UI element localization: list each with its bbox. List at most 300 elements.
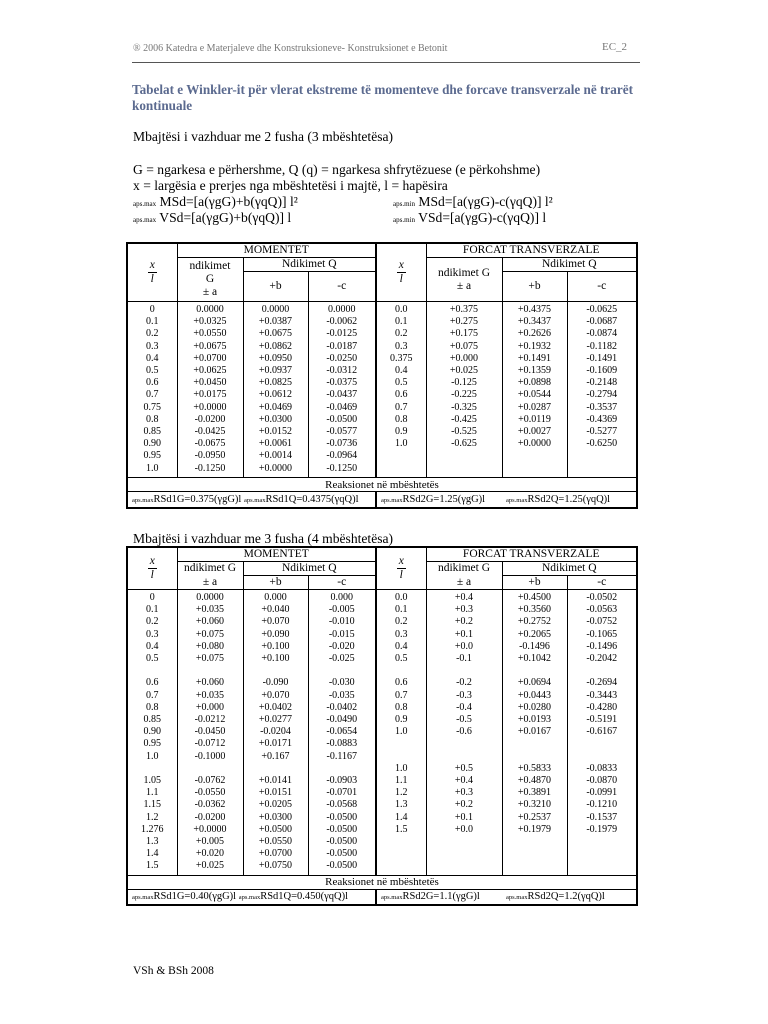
reaction-r2q: RSd2Q=1.2(γqQ)l [527, 891, 605, 903]
table-cell: +0.040 [261, 604, 290, 616]
table-cell: +0.005 [195, 836, 225, 848]
table-cell: -0.0500 [326, 860, 358, 872]
table-cell: 0.1 [395, 604, 408, 616]
table-cell: +0.0825 [258, 377, 293, 389]
table-cell: +0.4 [454, 775, 474, 787]
table-cell: +0.3 [454, 787, 474, 799]
table-cell: -0.0675 [194, 438, 226, 450]
table-cell: 0.5 [395, 653, 408, 665]
table-cell: -0.020 [328, 640, 355, 652]
table-cell: -0.030 [328, 677, 355, 689]
table-cell: 1.0 [146, 750, 159, 762]
x-label: x [149, 259, 155, 271]
ndikimet-q-header-v: Ndikimet Q [502, 562, 637, 576]
table-cell: 0.8 [395, 701, 408, 713]
table-cell: 0.0 [395, 592, 408, 603]
table-cell: +0.2065 [517, 628, 552, 640]
formula-prefix: aps.min [393, 200, 415, 208]
table-cell: +0.075 [195, 628, 225, 640]
table-cell: -0.325 [451, 401, 477, 413]
table-cell: -0.0375 [326, 377, 358, 389]
table-cell: 1.2 [146, 811, 159, 823]
table-cell: 0.75 [143, 401, 161, 413]
table-cell: +0.0937 [258, 365, 293, 377]
table-cell: -0.1 [456, 653, 472, 665]
table-cell: 0.7 [146, 389, 159, 401]
table-cell: -0.0490 [326, 714, 358, 726]
table-cell: 1.5 [146, 860, 159, 872]
table-cell: 0.90 [143, 726, 161, 738]
reaction-r2q: RSd2Q=1.25(γqQ)l [527, 493, 611, 505]
table-cell: -0.0550 [194, 787, 226, 799]
table-cell: -0.0500 [326, 811, 358, 823]
table-cell: +0.1491 [517, 352, 552, 364]
table-cell: -0.1609 [586, 365, 618, 377]
table-cell: +0.0500 [258, 823, 293, 835]
table-cell: +0.0700 [258, 848, 293, 860]
table-cell: +0.175 [449, 328, 479, 340]
formula-msd-min [393, 194, 553, 210]
table-cell: -0.0425 [194, 426, 226, 438]
table-cell: 0.6 [395, 677, 408, 689]
table-cell [377, 665, 426, 677]
table-cell [128, 763, 177, 775]
table-cell: -0.0903 [326, 775, 358, 787]
table-cell: -0.125 [451, 377, 477, 389]
table-cell: 0.2 [395, 328, 408, 340]
table-cell: +0.0550 [258, 836, 293, 848]
table-cell [244, 665, 308, 677]
table-cell: -0.5191 [586, 714, 618, 726]
table-cell: 0.1 [146, 316, 159, 328]
pm-a-label: ± a [456, 279, 472, 292]
table-cell: -0.1250 [326, 462, 358, 474]
table-cell: 1.15 [143, 799, 161, 811]
table-cell: 0.1 [146, 604, 159, 616]
table-cell: 0.3 [395, 340, 408, 352]
table-cell: -0.1491 [586, 352, 618, 364]
reaction-prefix: aps.max [132, 894, 154, 902]
table-cell: -0.0762 [194, 775, 226, 787]
table-cell: -0.2 [456, 677, 472, 689]
table-cell: 0.90 [143, 438, 161, 450]
table-cell: +0.020 [195, 848, 225, 860]
page-footer: VSh & BSh 2008 [133, 965, 214, 977]
table-cell: 0.3 [146, 340, 159, 352]
table-cell [309, 665, 376, 677]
x-label: x [398, 259, 404, 271]
table-cell: +0.0675 [193, 340, 227, 352]
table-cell: +0.1 [454, 811, 474, 823]
table-cell: 1.3 [146, 836, 159, 848]
reaction-r1q: RSd1Q=0.450(γqQ)l [260, 891, 349, 903]
table-cell: +0.100 [261, 653, 290, 665]
table-cell: -0.4 [456, 701, 472, 713]
table-cell: +0.0675 [258, 328, 293, 340]
table-cell: +0.025 [449, 365, 479, 377]
reactions-right [502, 889, 637, 905]
table-cell: +0.0402 [258, 701, 293, 713]
table-cell: +0.4375 [517, 304, 552, 315]
table-cell: 1.1 [146, 787, 159, 799]
table-cell: +0.1979 [517, 823, 552, 835]
table-cell: +0.000 [449, 352, 479, 364]
table-cell: 0.0000 [196, 304, 224, 315]
table-cell: +0.080 [195, 640, 225, 652]
table-cell: -0.1210 [586, 799, 618, 811]
ndikimet-q-header-v: Ndikimet Q [502, 258, 637, 272]
b-header: +b [243, 272, 308, 302]
table-cell: 0.0 [395, 304, 408, 315]
table-cell: -0.1250 [194, 462, 226, 474]
table-cell: +0.0000 [258, 462, 293, 474]
table-cell: +0.1359 [517, 365, 552, 377]
table-cell: +0.167 [261, 750, 290, 762]
table-cell: 0.95 [143, 450, 161, 462]
table-cell: 0.0000 [196, 592, 224, 603]
table-cell: +0.4870 [517, 775, 552, 787]
winkler-table-2-spans [126, 242, 638, 509]
table-cell: 0.000 [330, 592, 353, 603]
table-cell [503, 665, 567, 677]
col-v-c [567, 590, 637, 876]
table-cell: -0.1496 [586, 640, 618, 652]
l-label: l [150, 273, 154, 285]
definition-line1: G = ngarkesa e përhershme, Q (q) = ngarkesa shfrytëzuese (e përkohshme) [133, 162, 541, 177]
table-cell [178, 763, 243, 775]
table-cell: -0.1000 [194, 750, 226, 762]
table-cell: -0.4369 [586, 413, 618, 425]
table-cell: -0.4280 [586, 701, 618, 713]
table-cell: +0.0625 [193, 365, 227, 377]
table-cell [568, 665, 637, 677]
table-cell [377, 738, 426, 750]
formula-prefix: aps.max [133, 216, 157, 224]
table-cell: 0.6 [146, 377, 159, 389]
table-cell: +0.0205 [258, 799, 293, 811]
table-cell: 0.85 [143, 714, 161, 726]
table-cell: +0.0280 [517, 701, 552, 713]
reactions-mid [376, 889, 502, 905]
table-cell: 0.7 [146, 689, 159, 701]
definition-line2: x = largësia e prerjes nga mbështetësi i majtë, l = hapësira [133, 178, 448, 193]
c-header: -c [308, 576, 376, 590]
table-cell: +0.075 [449, 340, 479, 352]
reaction-r1g: RSd1G=0.375(γgG)l [153, 493, 242, 505]
table-cell: 0.8 [146, 413, 159, 425]
table-cell: 0 [149, 304, 155, 315]
formula-prefix: aps.max [133, 200, 157, 208]
table-cell: -0.0312 [326, 365, 358, 377]
pm-a-header-v: ± a [426, 576, 502, 590]
table-cell [568, 751, 637, 763]
table-cell: -0.0500 [326, 836, 358, 848]
table-cell: -0.225 [451, 389, 477, 401]
table-cell: -0.0712 [194, 738, 226, 750]
table-cell: -0.5277 [586, 426, 618, 438]
l-label: l [150, 569, 154, 581]
table-cell [309, 763, 376, 775]
table-cell: +0.1042 [517, 653, 552, 665]
table-cell: -0.0870 [586, 775, 618, 787]
table-cell: +0.0175 [193, 389, 227, 401]
formula-msd-max [133, 194, 298, 210]
table-cell: -0.0502 [586, 592, 618, 603]
formula-text: VSd=[a(γgG)-c(γqQ)] l [418, 210, 547, 225]
table-cell: +0.0750 [258, 860, 293, 872]
x-over-l-header-v [376, 547, 426, 590]
g-label: G [205, 273, 215, 285]
reaction-prefix: aps.max [238, 894, 261, 902]
table-cell: +0.0119 [518, 413, 551, 425]
reaction-prefix: aps.max [506, 894, 528, 902]
table-cell [503, 751, 567, 763]
table-cell: 0.8 [146, 701, 159, 713]
table-cell: -0.005 [328, 604, 355, 616]
table-cell: +0.1 [454, 628, 474, 640]
reactions-left [127, 492, 376, 508]
table-cell: +0.035 [195, 604, 225, 616]
table-cell: -0.0402 [326, 701, 358, 713]
formula-text: MSd=[a(γgG)-c(γqQ)] l² [418, 194, 553, 209]
table-cell: +0.0152 [258, 426, 293, 438]
table-cell: -0.0362 [194, 799, 226, 811]
table-cell: +0.035 [195, 689, 225, 701]
table-cell: +0.0469 [258, 401, 293, 413]
section2-heading: Mbajtësi i vazhduar me 3 fusha (4 mbështetësa) [133, 531, 394, 546]
table-cell: 0.1 [395, 316, 408, 328]
table-cell: -0.6167 [586, 726, 618, 738]
table-cell [427, 665, 502, 677]
x-over-l-header [127, 243, 177, 302]
reaction-r1g: RSd1G=0.40(γgG)l [153, 891, 237, 903]
table-cell: +0.0193 [517, 714, 552, 726]
table-cell: 1.1 [395, 775, 408, 787]
table-cell: +0.0862 [258, 340, 293, 352]
ndikimet-g-header-v: ndikimet G [426, 562, 502, 576]
table-cell: +0.0544 [517, 389, 552, 401]
table-cell: 0.4 [395, 640, 408, 652]
table-cell [427, 738, 502, 750]
table-cell: +0.060 [195, 677, 225, 689]
reaction-r1q: RSd1Q=0.4375(γqQ)l [265, 493, 359, 505]
table-cell: +0.0300 [258, 413, 293, 425]
table-cell: +0.2 [454, 616, 474, 628]
table-cell: -0.2148 [586, 377, 618, 389]
table-cell: +0.100 [261, 640, 290, 652]
forcat-header: FORCAT TRANSVERZALE [426, 547, 637, 562]
col-m-x [127, 590, 177, 876]
table-cell: -0.0687 [586, 316, 618, 328]
ndikimet-q-header: Ndikimet Q [243, 258, 376, 272]
table-cell: -0.425 [451, 413, 477, 425]
reactions-right [502, 492, 637, 508]
col-v-x [376, 590, 426, 876]
reaction-prefix: aps.max [506, 496, 528, 504]
reaction-prefix: aps.max [381, 496, 403, 504]
reactions-left [127, 889, 376, 905]
table-cell [377, 751, 426, 763]
table-cell: -0.0833 [586, 762, 618, 774]
l-label: l [399, 569, 403, 581]
table-cell: -0.0568 [326, 799, 358, 811]
table-cell: +0.0550 [193, 328, 227, 340]
table-cell: +0.0014 [258, 450, 293, 462]
c-header-v: -c [567, 272, 637, 302]
table-cell: -0.0500 [326, 848, 358, 860]
table-cell: 0.3 [146, 628, 159, 640]
table-cell: 1.0 [146, 462, 159, 474]
table-cell: -0.0437 [326, 389, 358, 401]
ndikimet-g-header [177, 258, 243, 302]
table-cell: +0.375 [449, 304, 479, 315]
table-cell: -0.0991 [586, 787, 618, 799]
pm-a-header: ± a [177, 576, 243, 590]
table-cell: +0.0700 [193, 352, 227, 364]
formula-vsd-max [133, 210, 291, 226]
col-m-x [127, 302, 177, 478]
table-cell: -0.0701 [326, 787, 358, 799]
table-cell: 1.0 [395, 762, 408, 774]
table-cell: -0.0500 [326, 823, 358, 835]
table-cell: -0.525 [451, 426, 477, 438]
table-cell: +0.070 [261, 689, 290, 701]
table-cell: +0.060 [195, 616, 225, 628]
table-cell: 1.0 [395, 438, 408, 450]
table-cell: 0.4 [146, 640, 159, 652]
col-v-c [567, 302, 637, 478]
table-cell: 1.276 [141, 823, 164, 835]
table-cell: 0.7 [395, 401, 408, 413]
c-header-v: -c [567, 576, 637, 590]
table-cell: -0.0450 [194, 726, 226, 738]
table-cell: +0.0171 [258, 738, 293, 750]
table-cell: -0.0883 [326, 738, 358, 750]
table-cell: +0.0061 [258, 438, 293, 450]
table-cell: 0.2 [395, 616, 408, 628]
table-cell: 0.000 [264, 592, 287, 603]
table-cell: -0.2694 [586, 677, 618, 689]
table-cell: +0.5 [454, 762, 474, 774]
table-cell: +0.0325 [193, 316, 227, 328]
table-cell: +0.0 [454, 823, 474, 835]
table-cell: -0.010 [328, 616, 355, 628]
table-cell: -0.0250 [326, 352, 358, 364]
table-cell: +0.0387 [258, 316, 293, 328]
reactions-header: Reaksionet në mbështetës [127, 875, 637, 889]
table-cell: 0.5 [146, 365, 159, 377]
table-cell: +0.4 [454, 592, 474, 603]
l-label: l [399, 273, 403, 285]
ndikimet-g-header-v [426, 258, 502, 302]
table-cell: +0.2626 [517, 328, 552, 340]
table-cell [178, 665, 243, 677]
reaction-prefix: aps.max [132, 496, 154, 504]
ndikimet-g-label: ndikimet G [437, 266, 491, 279]
table-cell: 0.7 [395, 689, 408, 701]
table-cell: 0.6 [146, 677, 159, 689]
table-cell: -0.0752 [586, 616, 618, 628]
table-cell: +0.070 [261, 616, 290, 628]
table-cell: -0.0200 [194, 811, 226, 823]
header-left: ® 2006 Katedra e Materjaleve dhe Konstruksioneve- Konstruksionet e Betonit [133, 43, 448, 54]
reaction-r2g: RSd2G=1.1(γgG)l [402, 891, 480, 903]
momentet-header: MOMENTET [177, 547, 376, 562]
table-cell: +0.025 [195, 860, 225, 872]
forcat-header: FORCAT TRANSVERZALE [426, 243, 637, 258]
col-m-a [177, 590, 243, 876]
x-label: x [149, 555, 155, 567]
col-m-c [308, 302, 376, 478]
reactions-header: Reaksionet në mbështetës [127, 478, 637, 492]
table-cell: -0.0212 [194, 714, 226, 726]
table-cell: +0.3210 [517, 799, 552, 811]
table-cell: 1.2 [395, 787, 408, 799]
table-cell: -0.2794 [586, 389, 618, 401]
reactions-mid [376, 492, 502, 508]
table-cell: +0.0950 [258, 352, 293, 364]
table-cell: 0.9 [395, 426, 408, 438]
col-v-x [376, 302, 426, 478]
table-cell: -0.0874 [586, 328, 618, 340]
table-cell: 0.4 [146, 352, 159, 364]
table-cell: 1.0 [395, 726, 408, 738]
ndikimet-g-header: ndikimet G [177, 562, 243, 576]
x-label: x [398, 555, 404, 567]
ndikimet-label: ndikimet [189, 260, 231, 272]
table-cell: +0.0167 [517, 726, 552, 738]
table-cell: -0.0625 [586, 304, 618, 315]
col-v-b [502, 302, 567, 478]
table-cell: 0.0000 [328, 304, 356, 315]
table-cell: 0 [149, 592, 155, 603]
table-cell: +0.4500 [517, 592, 552, 603]
formula-vsd-min [393, 210, 546, 226]
table-cell: +0.2 [454, 799, 474, 811]
table-cell: 0.3 [395, 628, 408, 640]
table-cell: +0.3891 [517, 787, 552, 799]
table-cell: +0.0151 [258, 787, 293, 799]
table-cell: 0.5 [146, 653, 159, 665]
table-cell: -0.025 [328, 653, 355, 665]
table-cell: +0.0000 [517, 438, 552, 450]
table-cell: +0.0694 [517, 677, 552, 689]
table-cell: -0.0654 [326, 726, 358, 738]
table-cell: -0.3443 [586, 689, 618, 701]
table-cell: +0.3560 [517, 604, 552, 616]
reaction-prefix: aps.max [381, 894, 403, 902]
col-v-b [502, 590, 567, 876]
table-cell: 1.4 [146, 848, 159, 860]
table-cell: -0.2042 [586, 653, 618, 665]
table-cell: 0.2 [146, 616, 159, 628]
header-right: EC_2 [602, 41, 628, 53]
table-cell: 0.95 [143, 738, 161, 750]
table-cell: +0.2537 [517, 811, 552, 823]
c-header: -c [308, 272, 376, 302]
table-cell: 0.2 [146, 328, 159, 340]
table-cell: 0.0000 [261, 304, 290, 315]
table-cell [427, 751, 502, 763]
table-cell: -0.0950 [194, 450, 226, 462]
table-cell: -0.1065 [586, 628, 618, 640]
table-cell: +0.2752 [517, 616, 552, 628]
table-cell: +0.0612 [258, 389, 293, 401]
table-cell [244, 763, 308, 775]
table-cell: -0.0469 [326, 401, 358, 413]
table-cell: -0.0200 [194, 413, 226, 425]
winkler-table-3-spans [126, 546, 638, 906]
